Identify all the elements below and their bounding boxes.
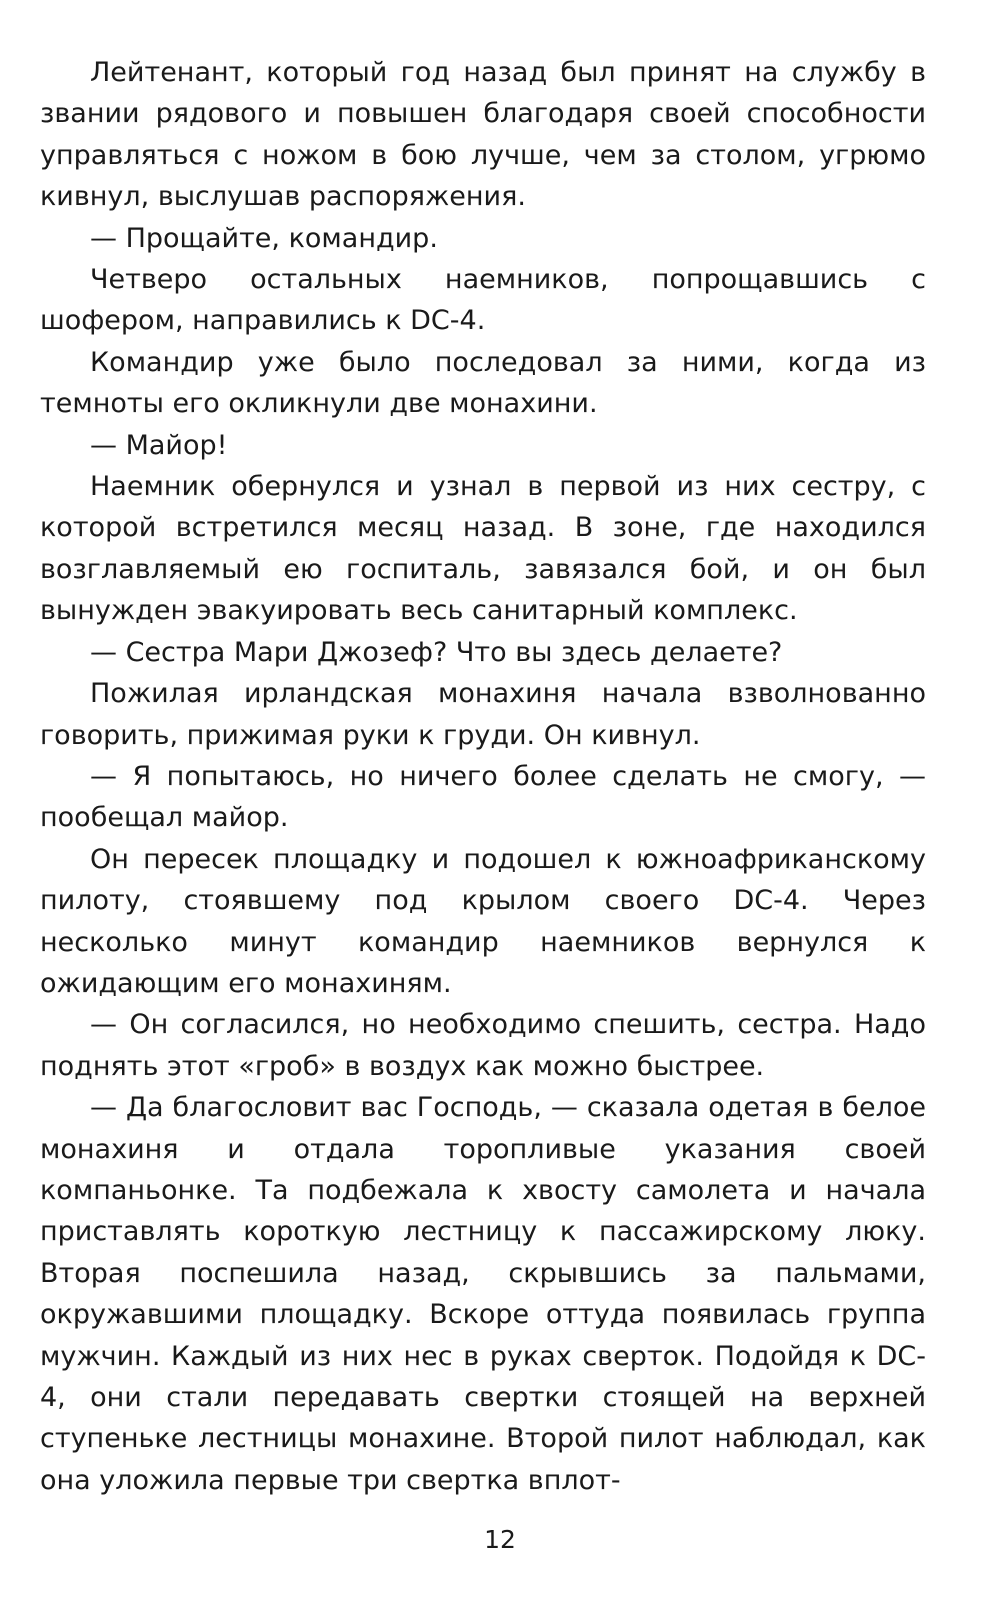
- paragraph-11: — Он согласился, но необходимо спешить, сестра. Надо поднять этот «гроб» в воздух как можно быстрее.: [40, 1009, 926, 1082]
- page-body: [40, 52, 926, 1501]
- paragraph-2: — Прощайте, командир.: [90, 222, 438, 254]
- paragraph-10: Он пересек площадку и подошел к южноафриканскому пилоту, стоявшему под крылом своего DC-4. Через несколько минут командир наемников вернулся к ожидающим его монахиням.: [40, 843, 926, 999]
- paragraph-12: — Да благословит вас Господь, — сказала одетая в белое монахиня и отдала торопливые указания своей компаньонке. Та подбежала к хвосту самолета и начала приставлять короткую лестницу к пассажирскому люку. Вторая поспешила назад, скрывшись за пальмами, окружавшими площадку. Вскоре оттуда появилась группа мужчин. Каждый из них нес в руках сверток. Подойдя к DC-4, они стали передавать свертки стоящей на верхней ступеньке лестницы монахине. Второй пилот наблюдал, как она уложила первые три свертка вплот-: [40, 1092, 926, 1496]
- paragraph-3: Четверо остальных наемников, попрощавшись с шофером, направились к DC-4.: [40, 264, 926, 337]
- paragraph-6: Наемник обернулся и узнал в первой из них сестру, с которой встретился месяц назад. В зоне, где находился возглавляемый ею госпиталь, завязался бой, и он был вынужден эвакуировать весь санитарный комплекс.: [40, 471, 926, 627]
- paragraph-1: Лейтенант, который год назад был принят на службу в звании рядового и повышен благодаря своей способности управляться с ножом в бою лучше, чем за столом, угрюмо кивнул, выслушав распоряжения.: [40, 57, 926, 213]
- paragraph-8: Пожилая ирландская монахиня начала взволнованно говорить, прижимая руки к груди. Он кивнул.: [40, 678, 926, 751]
- paragraph-9: — Я попытаюсь, но ничего более сделать не смогу, — пообещал майор.: [40, 760, 926, 834]
- page-number: 12: [484, 1525, 516, 1554]
- paragraph-5: — Майор!: [90, 429, 228, 461]
- paragraph-7: — Сестра Мари Джозеф? Что вы здесь делаете?: [90, 636, 783, 668]
- paragraph-4: Командир уже было последовал за ними, когда из темноты его окликнули две монахини.: [40, 346, 926, 420]
